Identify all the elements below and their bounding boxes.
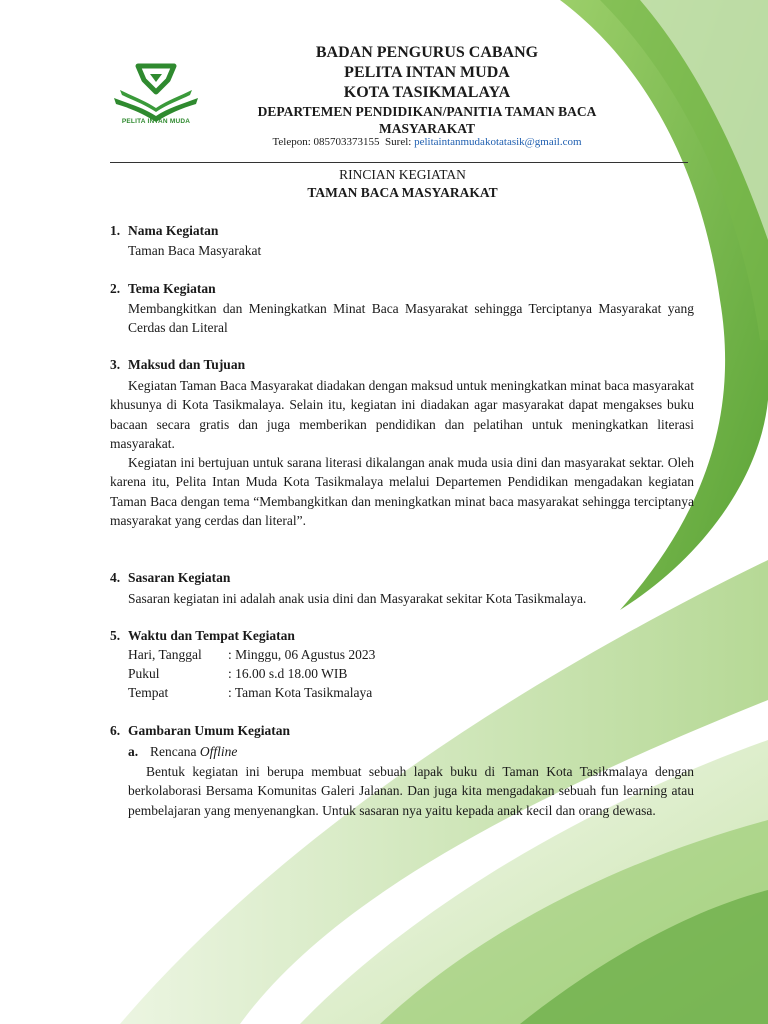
section-3-paragraph-2: Kegiatan ini bertujuan untuk sarana literasi dikalangan anak muda usia dini dan masyarakat sektar. Oleh karena itu, Pelita Intan Muda Kota Tasikmalaya melalui Departemen Pendidikan mengadakan kegiatan Taman Baca dengan tema “Membangkitkan dan meningkatkan minat baca masyarakat sehingga terciptanya masyarakat yang cerdas dan literal”. (110, 455, 694, 528)
schedule-value-day: : Minggu, 06 Agustus 2023 (228, 647, 376, 662)
section-1-heading (110, 223, 218, 239)
schedule-value-time: : 16.00 s.d 18.00 WIB (228, 666, 348, 681)
schedule-label-place: Tempat (128, 685, 169, 700)
section-3-title: Maksud dan Tujuan (128, 357, 246, 372)
doc-title-line2: TAMAN BACA MASYARAKAT (307, 185, 498, 200)
email-link[interactable]: pelitaintanmudakotatasik@gmail.com (414, 136, 582, 148)
org-name-line1: BADAN PENGURUS CABANG (315, 44, 539, 61)
section-2-title: Tema Kegiatan (128, 281, 216, 296)
section-1-title: Nama Kegiatan (128, 223, 219, 238)
section-5-heading (110, 628, 295, 644)
section-6-subheading (128, 742, 237, 761)
sub-title-italic: Offline (199, 744, 238, 759)
section-3-paragraph-1: Kegiatan Taman Baca Masyarakat diadakan dengan maksud untuk meningkatkan minat baca masyarakat khusunya di Kota Tasikmalaya. Selain itu, kegiatan ini diadakan agar masyarakat dapat mengakses buku bacaan secara gratis dan juga memberikan pendidikan dan pelatihan untuk meningkatkan literasi masyarakat. (110, 378, 694, 451)
section-5-title: Waktu dan Tempat Kegiatan (128, 628, 295, 643)
header-divider (110, 162, 688, 163)
contact-line (210, 136, 644, 148)
section-6-number: 6. (110, 723, 121, 738)
section-4-title: Sasaran Kegiatan (128, 570, 231, 585)
org-name-line2: PELITA INTAN MUDA (344, 64, 510, 81)
schedule-value-place: : Taman Kota Tasikmalaya (228, 685, 373, 700)
section-6-title: Gambaran Umum Kegiatan (128, 723, 290, 738)
section-2-body: Membangkitkan dan Meningkatkan Minat Baca Masyarakat sehingga Terciptanya Masyarakat yang Cerdas dan Literal (128, 301, 694, 336)
schedule-label-time: Pukul (128, 666, 160, 681)
schedule-label-day: Hari, Tanggal (128, 647, 202, 662)
section-5-number: 5. (110, 628, 121, 643)
phone-text: Telepon: 085703373155 (272, 136, 380, 148)
section-2-number: 2. (110, 281, 121, 296)
section-4-heading (110, 570, 230, 586)
email-label: Surel: (385, 136, 412, 148)
sub-letter: a. (128, 744, 139, 759)
section-2-heading (110, 281, 216, 297)
section-4-body: Sasaran kegiatan ini adalah anak usia dini dan Masyarakat sekitar Kota Tasikmalaya. (128, 591, 587, 606)
section-4-number: 4. (110, 570, 121, 585)
sub-title: Rencana (150, 744, 197, 759)
doc-title-line1: RINCIAN KEGIATAN (339, 167, 466, 182)
section-6-heading (110, 723, 290, 739)
logo-text: PELITA INTAN MUDA (121, 118, 191, 125)
section-3-number: 3. (110, 357, 121, 372)
org-name-line3: KOTA TASIKMALAYA (343, 84, 511, 101)
section-1-number: 1. (110, 223, 121, 238)
section-3-heading (110, 357, 245, 373)
section-1-body: Taman Baca Masyarakat (128, 243, 262, 258)
section-6-body: Bentuk kegiatan ini berupa membuat sebuah lapak buku di Taman Kota Tasikmalaya dengan berkolaborasi Bersama Komunitas Galeri Jalanan. Dan juga kita mengadakan sebuah fun learning atau pembelajaran yang menyenangkan. Untuk sasaran nya yaitu kepada anak kecil dan orang dewasa. (128, 764, 694, 818)
department-name: DEPARTEMEN PENDIDIKAN/PANITIA TAMAN BACA MASYARAKAT (257, 104, 597, 136)
